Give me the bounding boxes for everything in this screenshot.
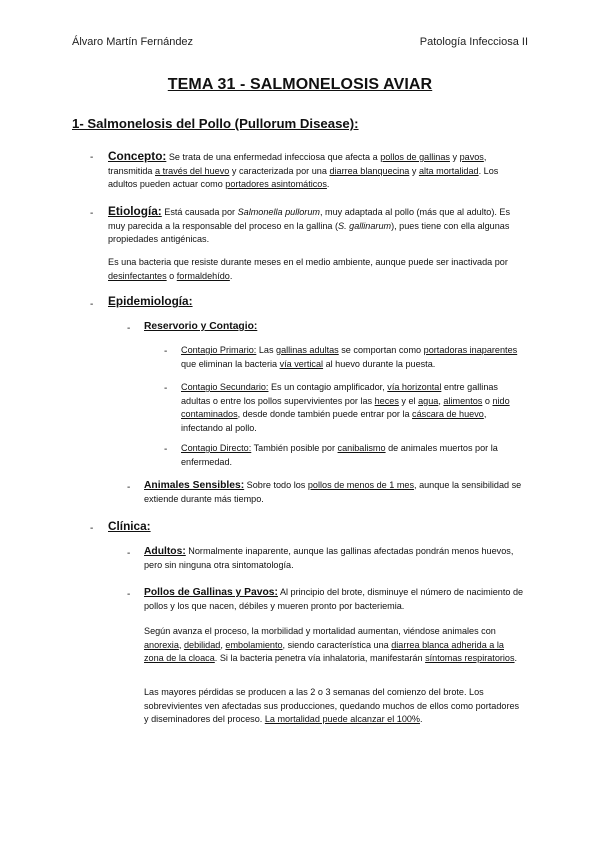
underlined-text: anorexia — [144, 639, 179, 650]
underlined-text: heces — [374, 395, 399, 406]
text: y — [449, 152, 460, 162]
etiologia-paragraph-2 — [108, 256, 523, 283]
text: o — [482, 395, 493, 406]
animales-sensibles-paragraph — [144, 479, 524, 506]
text: al huevo durante la puesta. — [323, 358, 436, 369]
underlined-text: formaldehído — [176, 270, 230, 281]
epidemiologia-heading — [108, 295, 193, 310]
adultos-paragraph — [144, 545, 524, 572]
text: También posible por — [251, 443, 338, 453]
text: que eliminan la bacteria — [181, 358, 280, 369]
underlined-text: gallinas adultas — [276, 345, 339, 355]
underlined-text: a través del huevo — [155, 165, 230, 176]
etiologia-paragraph — [108, 205, 523, 247]
contagio-secundario-paragraph — [181, 381, 526, 435]
pollos-label: Pollos de Gallinas y Pavos: — [144, 587, 278, 598]
epidemiologia-label: Epidemiología: — [108, 294, 193, 308]
underlined-text: pollos de gallinas — [380, 152, 450, 162]
text: Normalmente inaparente, aunque las gallinas afectadas pondrán menos huevos, pero sin ninguna otra sintomatología. — [144, 546, 514, 570]
bullet-dash: - — [90, 299, 94, 310]
underlined-text: vía vertical — [279, 358, 324, 369]
bullet-dash: - — [90, 152, 94, 163]
text: Las mayores pérdidas se producen a las 2 o 3 semanas del comienzo del brote. Los sobrevivientes ven afectadas sus producciones, quedando muchos de ellos como portadores y diseminadores del proceso. — [144, 687, 520, 724]
underlined-text: La mortalidad puede alcanzar el 100% — [264, 714, 421, 724]
concepto-paragraph — [108, 150, 528, 192]
text: Según avanza el proceso, la morbilidad y mortalidad aumentan, viéndose animales con — [144, 626, 496, 636]
text: . — [420, 714, 423, 724]
text: , siendo característica una — [282, 639, 392, 650]
contagio-primario-label: Contagio Primario: — [181, 345, 257, 355]
bullet-dash: - — [127, 323, 131, 334]
text: . — [326, 179, 330, 189]
underlined-text: portadores asintomáticos — [225, 179, 327, 189]
bullet-dash: - — [90, 208, 94, 219]
text: , — [178, 639, 184, 650]
underlined-text: agua — [418, 395, 439, 406]
section-heading: 1- Salmonelosis del Pollo (Pullorum Disease): — [72, 116, 359, 131]
underlined-text: diarrea blanca adherida a la zona de la cloaca — [144, 639, 504, 663]
contagio-directo-label: Contagio Directo: — [181, 443, 252, 453]
italic-text: S. gallinarum — [338, 220, 392, 231]
clinica-label: Clínica: — [108, 519, 151, 533]
text: y — [409, 165, 419, 176]
underlined-text: pollos de menos de 1 mes — [307, 480, 415, 490]
bullet-dash: - — [164, 444, 168, 455]
text: Las — [256, 345, 277, 355]
header-author: Álvaro Martín Fernández — [72, 36, 194, 48]
header-subject: Patología Infecciosa II — [419, 36, 528, 48]
underlined-text: canibalismo — [337, 443, 386, 453]
text: y el — [398, 395, 419, 406]
reservorio-heading — [144, 320, 257, 334]
text: o — [166, 270, 177, 281]
text: , aunque la sensibilidad se extiende durante más tiempo. — [144, 480, 522, 504]
text: . — [229, 270, 233, 281]
text: . Si la bacteria penetra vía inhalatoria, manifestarán — [214, 653, 426, 663]
bullet-dash: - — [164, 383, 168, 394]
pollos-paragraph-2 — [144, 625, 524, 666]
concepto-label: Concepto: — [108, 149, 167, 163]
underlined-text: alta mortalidad — [418, 165, 479, 176]
underlined-text: embolamiento — [225, 639, 283, 650]
clinica-heading — [108, 520, 151, 535]
text: , infectando al pollo. — [181, 409, 487, 433]
underlined-text: síntomas respiratorios — [425, 653, 515, 663]
pollos-paragraph-3 — [144, 686, 524, 727]
underlined-text: desinfectantes — [108, 270, 167, 281]
text: Sobre todo los — [244, 480, 308, 490]
text: Es un contagio amplificador, — [268, 382, 388, 392]
text: ), pues tiene con ella algunas propiedades antigénicas. — [108, 220, 510, 244]
text: , transmitida — [108, 152, 487, 176]
pollos-paragraph — [144, 586, 524, 613]
text: , — [220, 639, 226, 650]
italic-text: Salmonella pullorum — [237, 207, 320, 217]
text: Se trata de una enfermedad infecciosa que afecta a — [166, 152, 381, 162]
bullet-dash: - — [127, 482, 131, 493]
text: Es una bacteria que resiste durante meses en el medio ambiente, aunque puede ser inactivada por — [108, 257, 508, 267]
text: de animales muertos por la enfermedad. — [181, 443, 498, 467]
text: , muy adaptada al pollo (más que al adulto). Es muy parecida a la responsable del proceso en la gallina ( — [108, 207, 511, 231]
etiologia-label: Etiología: — [108, 204, 162, 218]
animales-sensibles-label: Animales Sensibles: — [144, 480, 245, 491]
text: , desde donde también puede entrar por la — [237, 409, 413, 419]
underlined-text: nido contaminados — [181, 395, 510, 419]
bullet-dash: - — [127, 589, 131, 600]
reservorio-label: Reservorio y Contagio: — [144, 321, 258, 332]
text: entre gallinas adultas o entre los pollos supervivientes por las — [181, 382, 498, 406]
bullet-dash: - — [127, 548, 131, 559]
underlined-text: alimentos — [443, 395, 483, 406]
bullet-dash: - — [164, 346, 168, 357]
adultos-label: Adultos: — [144, 546, 186, 557]
underlined-text: pavos — [459, 152, 484, 162]
text: Está causada por — [161, 207, 238, 217]
bullet-dash: - — [90, 523, 94, 534]
contagio-directo-paragraph — [181, 442, 526, 469]
underlined-text: cáscara de huevo — [412, 409, 484, 419]
text: . Los adultos pueden actuar como — [108, 165, 499, 189]
underlined-text: portadoras inaparentes — [423, 345, 518, 355]
text: Al principio del brote, disminuye el número de nacimiento de pollos y los que nacen, débiles y mueren pronto por bacteriemia. — [144, 587, 524, 611]
page-title: TEMA 31 - SALMONELOSIS AVIAR — [167, 76, 433, 93]
text: y caracterizada por una — [229, 165, 330, 176]
contagio-secundario-label: Contagio Secundario: — [181, 382, 269, 392]
underlined-text: vía horizontal — [387, 382, 442, 392]
underlined-text: debilidad — [183, 639, 221, 650]
text: se comportan como — [338, 345, 424, 355]
text: . — [514, 653, 518, 663]
text: , — [438, 395, 444, 406]
underlined-text: diarrea blanquecina — [329, 165, 410, 176]
contagio-primario-paragraph — [181, 344, 526, 371]
